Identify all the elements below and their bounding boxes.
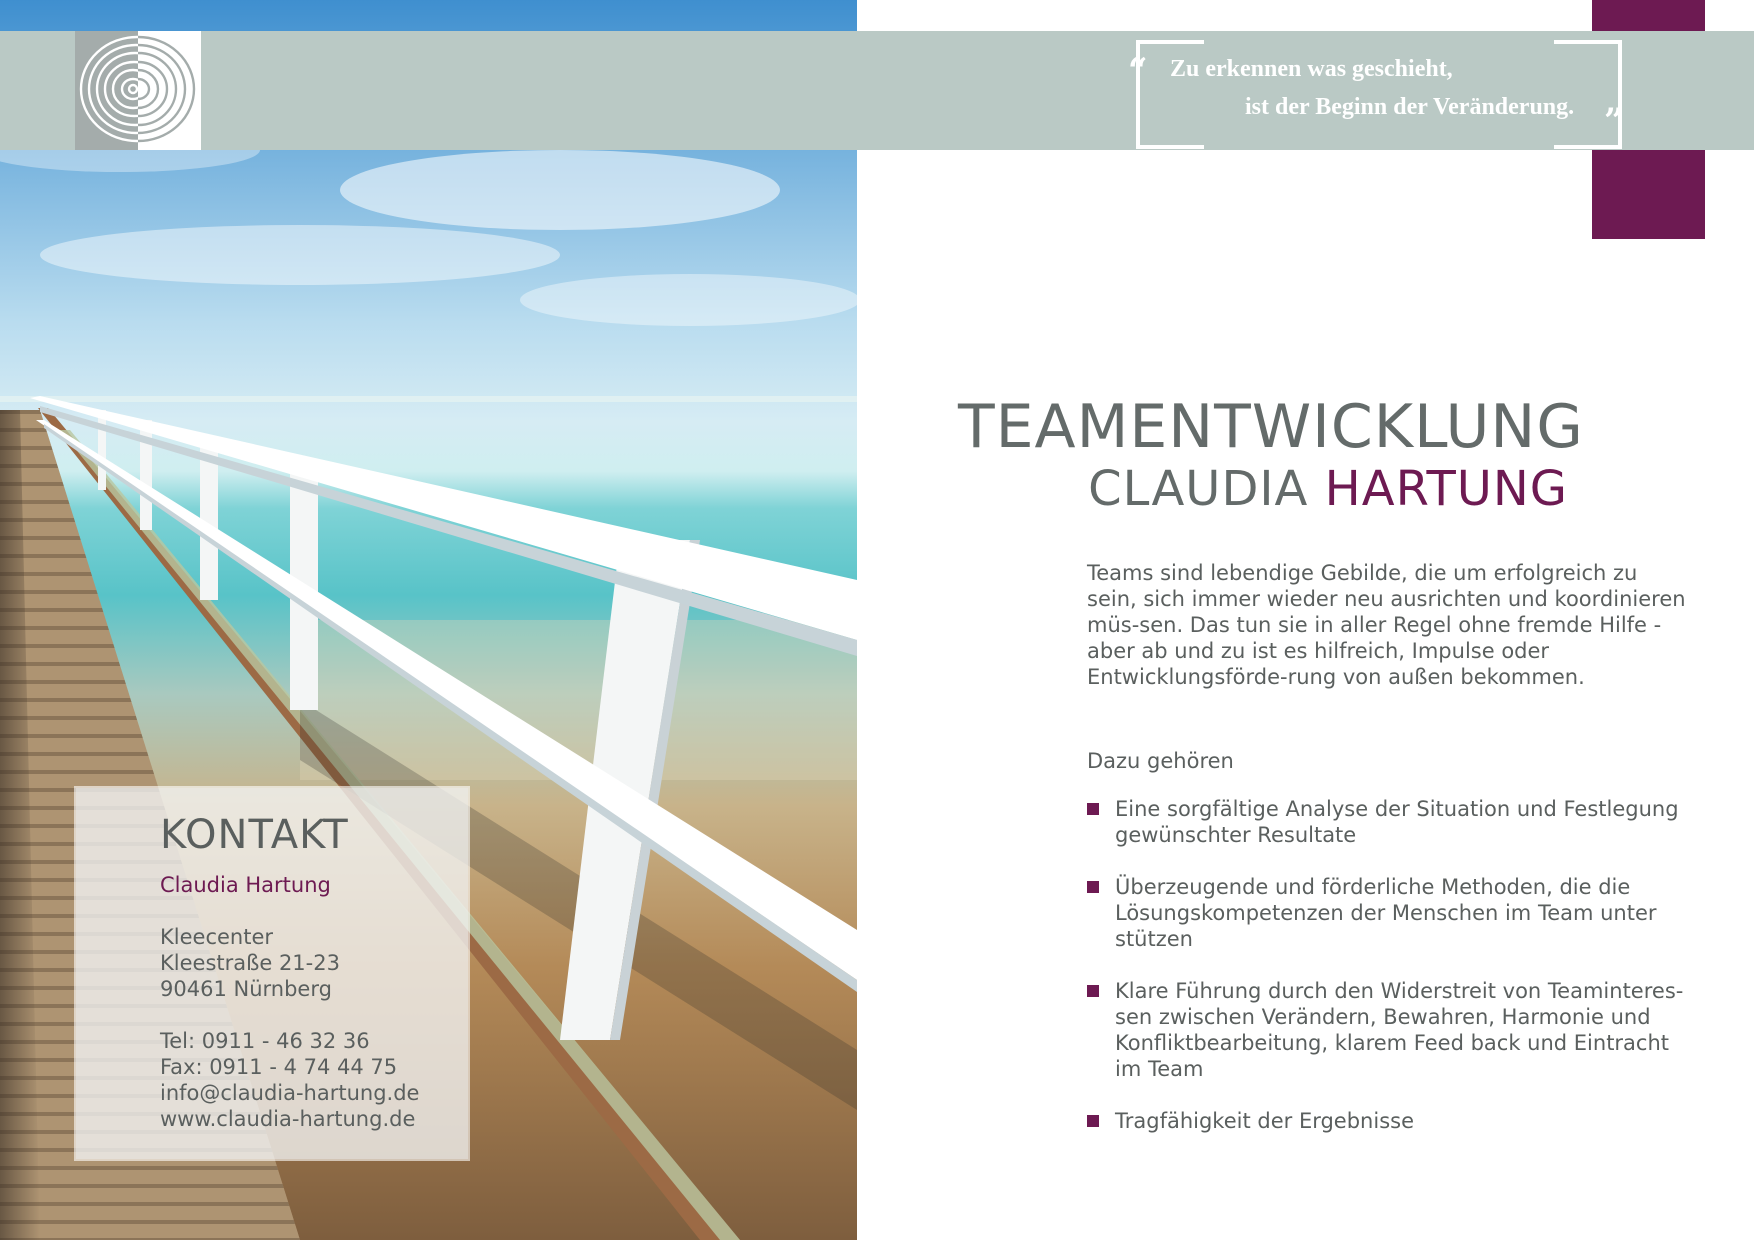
- bullet-square-icon: [1087, 881, 1099, 893]
- quote-close-mark: ”: [1604, 101, 1624, 141]
- list-item-text: Klare Führung durch den Widerstreit von Teaminteres-sen zwischen Verändern, Bewahren, Harmonie und Konfliktbearbeitung, klarem Feed back und Eintracht im Team: [1115, 979, 1684, 1081]
- accent-bar-top: [1592, 0, 1705, 31]
- list-item-text: Überzeugende und förderliche Methoden, die die Lösungskompetenzen der Menschen im Team unter stützen: [1115, 875, 1657, 951]
- author-name: [958, 459, 1568, 519]
- author-first-name: CLAUDIA: [1088, 461, 1309, 517]
- body-text: [1087, 560, 1687, 1160]
- list-item-text: Tragfähigkeit der Ergebnisse: [1115, 1109, 1415, 1133]
- bullet-square-icon: [1087, 985, 1099, 997]
- list-item: [1087, 874, 1687, 952]
- contact-content: [160, 810, 419, 1132]
- contact-name: Claudia Hartung: [160, 873, 331, 897]
- quote-line-2: ist der Beginn der Veränderung.: [1245, 94, 1575, 120]
- contact-website-link[interactable]: www.claudia-hartung.de: [160, 1107, 416, 1131]
- tree-rings-logo-icon: [75, 31, 201, 150]
- author-last-name: HARTUNG: [1324, 461, 1568, 517]
- contact-address-line: Kleecenter: [160, 925, 274, 949]
- quote-line-1: Zu erkennen was geschieht,: [1170, 56, 1453, 82]
- bullet-square-icon: [1087, 1115, 1099, 1127]
- logo: [75, 31, 201, 150]
- list-item: [1087, 978, 1687, 1082]
- contact-email-link[interactable]: info@claudia-hartung.de: [160, 1081, 420, 1105]
- list-item: [1087, 796, 1687, 848]
- bullet-square-icon: [1087, 803, 1099, 815]
- contact-card: [76, 788, 468, 1159]
- page-title: TEAMENTWICKLUNG: [958, 392, 1584, 462]
- intro-paragraph: [1087, 560, 1687, 690]
- list-item-text: Eine sorgfältige Analyse der Situation und Festlegung gewünschter Resultate: [1115, 797, 1679, 847]
- accent-bar-bottom: [1592, 150, 1705, 239]
- contact-address-line: 90461 Nürnberg: [160, 977, 332, 1001]
- quote-open-mark: “: [1128, 51, 1148, 91]
- contact-fax: Fax: 0911 - 4 74 44 75: [160, 1055, 398, 1079]
- benefits-list: [1087, 796, 1687, 1134]
- list-item: [1087, 1108, 1687, 1134]
- contact-phone: Tel: 0911 - 46 32 36: [160, 1029, 370, 1053]
- intro-text: Teams sind lebendige Gebilde, die um erfolgreich zu sein, sich immer wieder neu ausrichten und koordinieren müs-sen. Das tun sie in aller Regel ohne fremde Hilfe - aber ab und zu ist es hilfreich, Impulse oder Entwicklungsförde-rung von außen bekommen.: [1087, 561, 1686, 689]
- contact-title: KONTAKT: [160, 812, 349, 858]
- list-heading: Dazu gehören: [1087, 749, 1234, 773]
- contact-address-line: Kleestraße 21-23: [160, 951, 340, 975]
- headline: [958, 392, 1584, 519]
